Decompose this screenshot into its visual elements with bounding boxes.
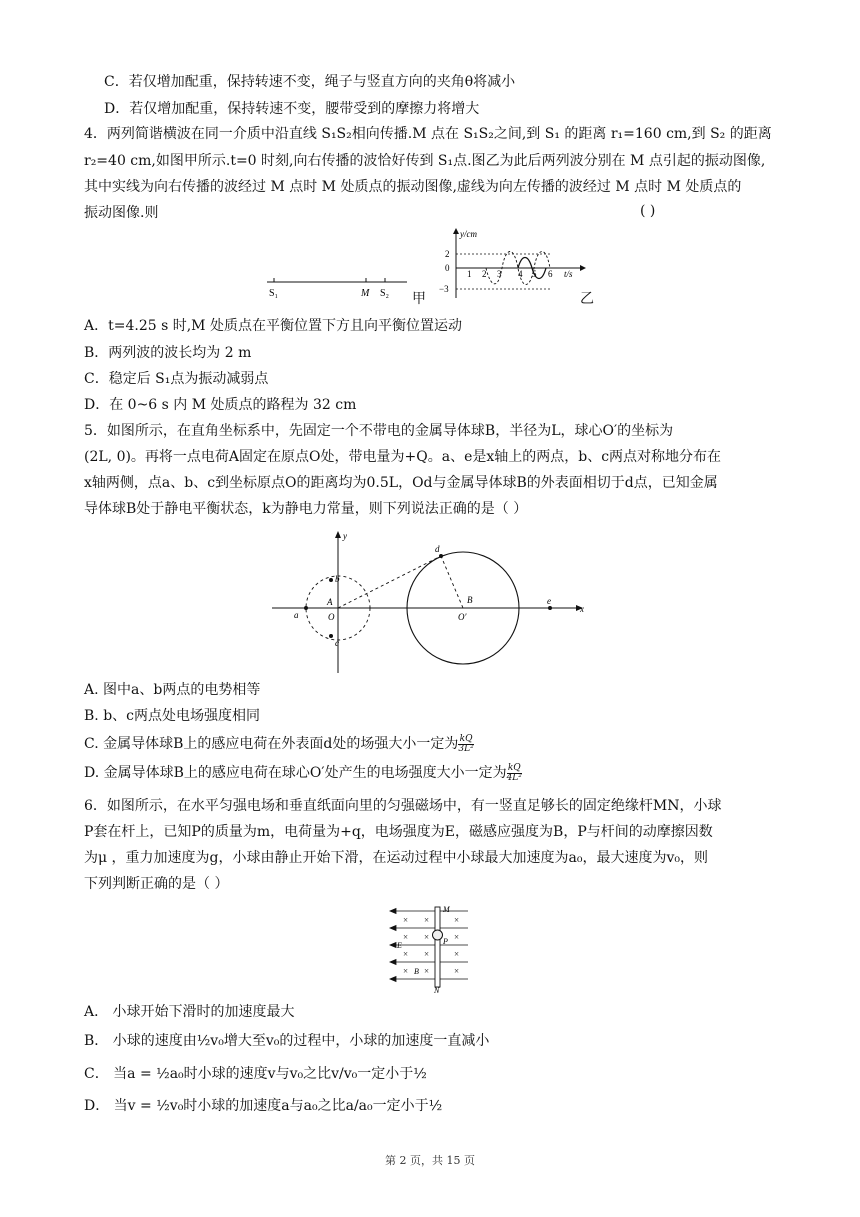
- y-axis-label: y/cm: [460, 229, 477, 239]
- q6-option-d: D． 当v = ½v₀时小球的加速度a与a₀之比a/a₀一定小于½: [84, 1098, 443, 1114]
- svg-text:×: ×: [454, 932, 460, 942]
- q5-stem-line1: 5．如图所示，在直角坐标系中，先固定一个不带电的金属导体球B，半径为L，球心O′的坐标为: [84, 423, 674, 439]
- q5-option-c-fraction: $\frac{kQ}{\text{3L²}}$: [458, 733, 474, 754]
- svg-text:×: ×: [424, 949, 430, 959]
- q5-stem-line2: (2L, 0)。再将一点电荷A固定在原点O处，带电量为+Q。a、e是x轴上的两点，b、c两点对称地分布在: [84, 449, 722, 465]
- label-c: c: [335, 638, 339, 648]
- label-s1: S₁: [269, 288, 279, 299]
- q6-option-a: A． 小球开始下滑时的加速度最大: [84, 1004, 295, 1020]
- svg-text:×: ×: [403, 932, 409, 942]
- q6-stem-line2: P套在杆上，已知P的质量为m，电荷量为+q，电场强度为E，磁感应强度为B，P与杆间的动摩擦因数: [84, 824, 713, 840]
- label-A: A: [327, 597, 333, 607]
- label-M: M: [443, 905, 450, 914]
- svg-text:×: ×: [454, 966, 460, 976]
- q5-option-d: [84, 763, 522, 783]
- label-O-prime: O′: [458, 612, 467, 622]
- q4-option-c: C．稳定后 S₁点为振动减弱点: [84, 371, 269, 387]
- q4-figure-jia: [262, 270, 412, 306]
- tick-t4: 4: [518, 269, 523, 279]
- label-E: E: [397, 941, 402, 950]
- q4-option-d: D．在 0~6 s 内 M 处质点的路程为 32 cm: [84, 397, 357, 413]
- q4-fig-yi-label: 乙: [580, 291, 594, 307]
- label-P: P: [443, 937, 448, 946]
- q4-stem-line2: r₂=40 cm,如图甲所示.t=0 时刻,向右传播的波恰好传到 S₁点.图乙为此后两列波分别在 M 点引起的振动图像,: [84, 153, 766, 169]
- q4-figure-yi: [438, 226, 588, 300]
- q5-option-d-fraction: $\frac{kQ}{\text{4L²}}$: [506, 762, 522, 783]
- x-axis-letter: x: [580, 604, 584, 614]
- tick-y2: 2: [445, 249, 450, 259]
- svg-text:×: ×: [403, 949, 409, 959]
- q5-figure: [270, 528, 590, 678]
- q6-stem-line1: 6．如图所示，在水平匀强电场和垂直纸面向里的匀强磁场中，有一竖直足够长的固定绝缘杆MN，小球: [84, 798, 722, 814]
- label-O: O: [328, 612, 335, 622]
- tick-t6: 6: [548, 269, 553, 279]
- x-axis-label: t/s: [564, 269, 573, 279]
- q5-option-c: [84, 734, 474, 754]
- tick-t1: 1: [467, 269, 472, 279]
- tick-y0: 0: [445, 263, 450, 273]
- q5-option-a: A. 图中a、b两点的电势相等: [84, 682, 261, 698]
- y-axis-letter: y: [343, 531, 347, 541]
- q5-stem-line3: x轴两侧，点a、b、c到坐标原点O的距离均为0.5L，Od与金属导体球B的外表面相切于d点，已知金属: [84, 475, 718, 491]
- q5-option-b: B. b、c两点处电场强度相同: [84, 708, 260, 724]
- q6-stem-line4: 下列判断正确的是（ ）: [84, 876, 229, 892]
- svg-text:×: ×: [454, 915, 460, 925]
- label-N: N: [434, 986, 440, 993]
- tick-t5: 5: [532, 269, 537, 279]
- q5-option-d-text: D. 金属导体球B上的感应电荷在球心O′处产生的电场强度大小一定为: [84, 765, 507, 781]
- svg-text:×: ×: [403, 966, 409, 976]
- tick-t2: 2: [482, 269, 487, 279]
- q4-option-a: A．t=4.25 s 时,M 处质点在平衡位置下方且向平衡位置运动: [84, 318, 462, 334]
- svg-text:×: ×: [424, 966, 430, 976]
- tick-ym3: −3: [439, 284, 449, 294]
- label-a: a: [294, 610, 299, 620]
- svg-text:×: ×: [403, 915, 409, 925]
- label-m: M: [361, 288, 370, 299]
- q4-option-b: B．两列波的波长均为 2 m: [84, 345, 252, 361]
- q6-option-b: B． 小球的速度由½v₀增大至v₀的过程中，小球的加速度一直减小: [84, 1033, 490, 1049]
- svg-text:×: ×: [424, 915, 430, 925]
- q6-stem-line3: 为μ ，重力加速度为g，小球由静止开始下滑，在运动过程中小球最大加速度为a₀，最大速度为v₀，则: [84, 850, 708, 866]
- svg-text:×: ×: [424, 932, 430, 942]
- q4-stem-line1: 4．两列简谐横波在同一介质中沿直线 S₁S₂相向传播.M 点在 S₁S₂之间,到 S₁ 的距离 r₁=160 cm,到 S₂ 的距离: [84, 126, 772, 142]
- q4-stem-line4: 振动图像.则: [84, 205, 159, 221]
- q4-stem-line3: 其中实线为向右传播的波经过 M 点时 M 处质点的振动图像,虚线为向左传播的波经过 M 点时 M 处质点的: [84, 179, 742, 195]
- q6-option-c: C． 当a = ½a₀时小球的速度v与v₀之比v/v₀一定小于½: [84, 1066, 427, 1082]
- q5-option-c-text: C. 金属导体球B上的感应电荷在外表面d处的场强大小一定为: [84, 736, 459, 752]
- q5-stem-line4: 导体球B处于静电平衡状态，k为静电力常量，则下列说法正确的是（ ）: [84, 501, 528, 517]
- q6-figure: [388, 903, 480, 993]
- q3-option-c: C．若仅增加配重，保持转速不变，绳子与竖直方向的夹角θ将减小: [104, 74, 516, 90]
- tick-t3: 3: [497, 269, 502, 279]
- q4-answer-paren: ( ): [640, 203, 656, 219]
- label-e: e: [547, 596, 551, 606]
- label-b: b: [335, 574, 340, 584]
- svg-text:×: ×: [454, 949, 460, 959]
- q3-option-d: D．若仅增加配重，保持转速不变，腰带受到的摩擦力将增大: [104, 101, 480, 117]
- q4-fig-jia-label: 甲: [412, 291, 426, 307]
- label-B: B: [414, 967, 419, 976]
- page-footer: 第 2 页，共 15 页: [385, 1154, 475, 1167]
- label-d: d: [435, 544, 440, 554]
- label-B: B: [467, 595, 473, 605]
- label-s2: S₂: [380, 288, 390, 299]
